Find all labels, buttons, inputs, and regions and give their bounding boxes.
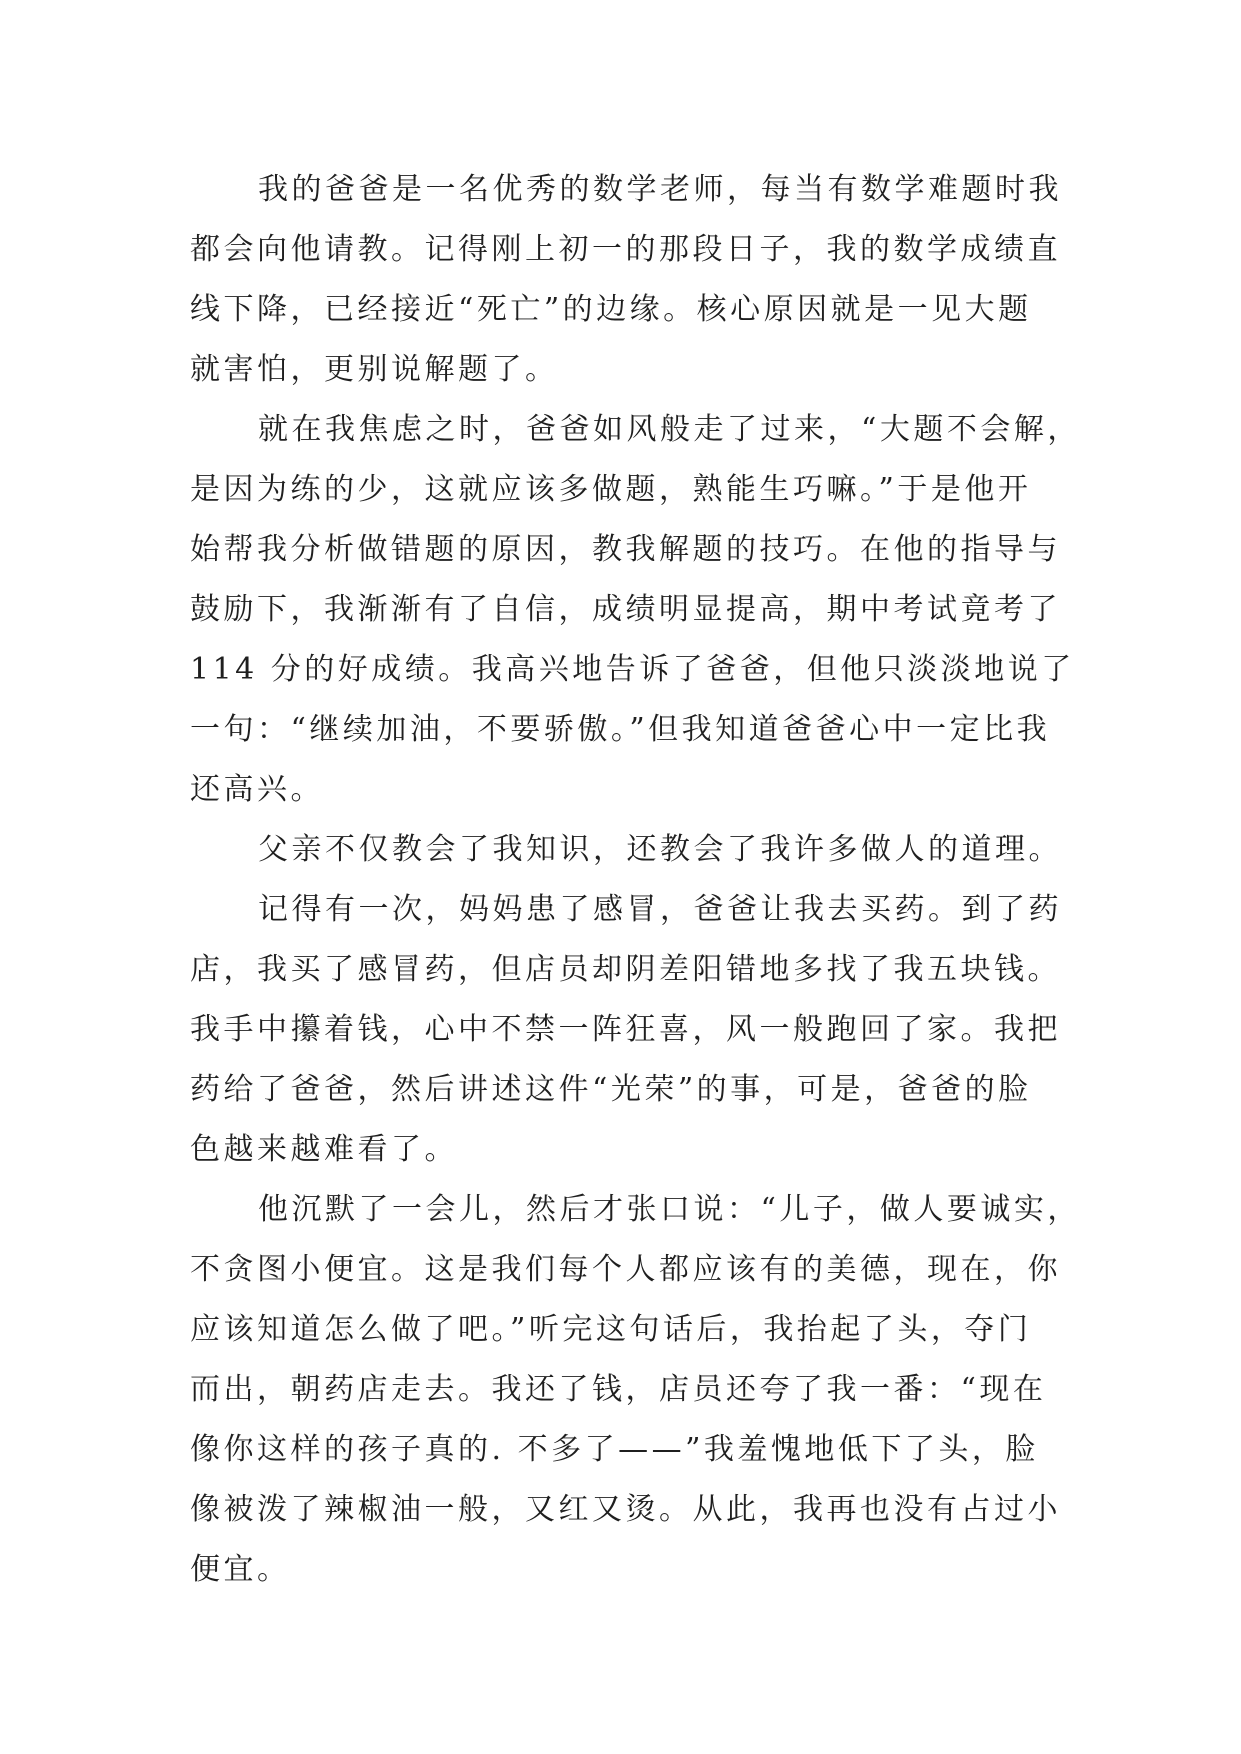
paragraph xyxy=(190,400,1081,820)
text-line: 114 分的好成绩。我高兴地告诉了爸爸，但他只淡淡地说了 xyxy=(190,652,1075,687)
text-line: 不贪图小便宜。这是我们每个人都应该有的美德，现在，你 xyxy=(190,1252,1061,1287)
text-line: 便宜。 xyxy=(190,1552,291,1587)
text-line: 记得有一次，妈妈患了感冒，爸爸让我去买药。到了药 xyxy=(258,892,1062,927)
text-line: 像被泼了辣椒油一般，又红又烫。从此，我再也没有占过小 xyxy=(190,1492,1061,1527)
text-line: 一句：“继续加油，不要骄傲。”但我知道爸爸心中一定比我 xyxy=(190,712,1051,747)
text-line: 药给了爸爸，然后讲述这件“光荣”的事，可是，爸爸的脸 xyxy=(190,1072,1032,1107)
text-line: 就在我焦虑之时，爸爸如风般走了过来，“大题不会解， xyxy=(258,412,1081,447)
text-line: 始帮我分析做错题的原因，教我解题的技巧。在他的指导与 xyxy=(190,532,1061,567)
paragraph xyxy=(190,880,1062,1180)
text-line: 我的爸爸是一名优秀的数学老师，每当有数学难题时我 xyxy=(258,172,1062,207)
text-line: 线下降，已经接近“死亡”的边缘。核心原因就是一见大题 xyxy=(190,292,1032,327)
paragraph xyxy=(190,1180,1081,1600)
text-line: 他沉默了一会儿，然后才张口说：“儿子，做人要诚实， xyxy=(258,1192,1081,1227)
text-line: 店，我买了感冒药，但店员却阴差阳错地多找了我五块钱。 xyxy=(190,952,1061,987)
text-line: 还高兴。 xyxy=(190,772,324,807)
text-line: 我手中攥着钱，心中不禁一阵狂喜，风一般跑回了家。我把 xyxy=(190,1012,1061,1047)
text-line: 而出，朝药店走去。我还了钱，店员还夸了我一番：“现在 xyxy=(190,1372,1047,1407)
text-line: 色越来越难看了。 xyxy=(190,1132,458,1167)
text-line: 鼓励下，我渐渐有了自信，成绩明显提高，期中考试竟考了 xyxy=(190,592,1061,627)
text-line: 应该知道怎么做了吧。”听完这句话后，我抬起了头，夺门 xyxy=(190,1312,1032,1347)
paragraph xyxy=(190,820,1062,880)
text-line: 父亲不仅教会了我知识，还教会了我许多做人的道理。 xyxy=(258,832,1062,867)
text-line: 是因为练的少，这就应该多做题，熟能生巧嘛。”于是他开 xyxy=(190,472,1032,507)
document-body xyxy=(190,160,1081,1600)
text-line: 像你这样的孩子真的. 不多了——”我羞愧地低下了头，脸 xyxy=(190,1432,1039,1467)
text-line: 就害怕，更别说解题了。 xyxy=(190,352,559,387)
text-line: 都会向他请教。记得刚上初一的那段日子，我的数学成绩直 xyxy=(190,232,1061,267)
paragraph xyxy=(190,160,1062,400)
